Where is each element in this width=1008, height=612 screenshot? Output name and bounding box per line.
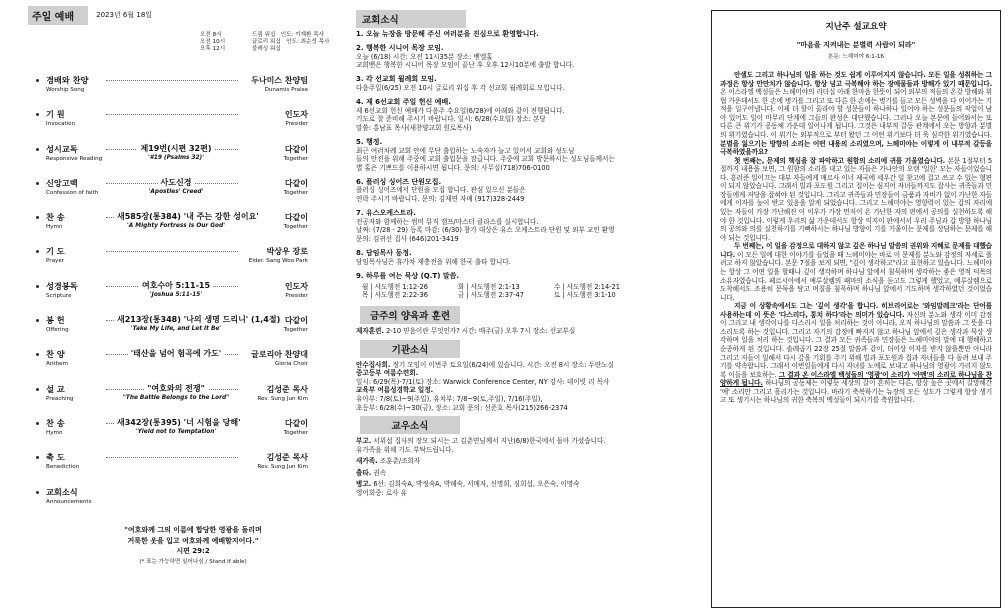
- worship-order-item: [44, 108, 308, 142]
- worship-order-list: [44, 74, 308, 520]
- news-item-title: 3. 각 선교회 월례회 모임.: [356, 75, 437, 84]
- news-item-title: 8. 담임목사 동정.: [356, 248, 412, 257]
- order-content: 새585장(통384) '내 주는 강한 성이요': [114, 211, 238, 222]
- news-item-title: 2. 행복한 시니어 목장 모임.: [356, 44, 444, 53]
- order-label-en: Prayer: [46, 258, 65, 265]
- news-heading: 교회소식: [356, 10, 466, 28]
- news-item-body: 담임목사님은 휴가차 재충전을 위해 한국 출타 합니다.: [356, 257, 511, 266]
- order-leader-en: Rev. Sung Jun Kim: [257, 464, 308, 471]
- news-item: [356, 30, 672, 39]
- order-label-en: Preaching: [46, 395, 74, 402]
- order-content: 제19번(시편 32편): [114, 143, 238, 154]
- news-item: [356, 209, 672, 243]
- news-item: [356, 98, 672, 132]
- order-label-en: Anthem: [46, 361, 69, 368]
- order-label-en: Confession of faith: [46, 189, 99, 196]
- order-label: 축 도: [46, 452, 65, 463]
- order-leader-en: Together: [283, 189, 308, 196]
- sermon-body: 안셀도 그리고 하나님의 일을 하는 것도 쉽게 이루어지지 않습니다. 모든 일을 성취하는 그과정은 항상 만만치가 않습니다. 항상 넘고 극복해야 하는 장애물들과 방해가 있기 때문입니다. 온 이스라엘 백성들은 느헤미야의 리더십 아래 한마음 한뜻이 되어 외부의 적들의 온갖 방해와 위협 가운데서도 한 손에 병기를 그리고 또 다른 한 손에는 병기를 들고 모든 성벽을 다 이어가는 기적을 일구어냅니다. 이제 더 할이 올라야 할 성문들이 하나하나 있어야 하는 성문들의 작업이 남아 있어도 일이 마무리 단계에 그들의 완성은 대단했습니다. 그러나 오늘 본문에 들어와서는 또 다른 큰 위기가 공동체 가운데 일어나게 됩니다. 그것은 내부적 갈등 관계에서 오는 방향과 분별의 위기였습니다. 이 위기는 외부적으로 부터 왔던 그 어떤 위기보다 더 욱 심각한 위기였습니다. 분별을 잃으기는 방향의 소리는 어떤 내용의 소리였으며, 느헤미야는 이렇게 이 내부적 갈등을 극복하였을까요? 첫 번째는, 문제의 핵심을 잘 파악하고 원함의 소리에 귀를 기울였습니다. 본문 1절부터 5절까지 내용을 보면, 그 원함의 소리를 내고 있는 자들은 가나안의 오랜 '일한' 모는 자들이었습니다. 흥러준 일이끄는 대부 자들에게 매르사 이너 제국에 세우간 일 찾고에 걸고 쓰고 수 있는 형편이 되지 않았습니다. 그래서 빌과 포도원 그리고 집이는 심지어 자녀들까지도 잡사는 귀족들과 민장들에게 저당을 잡혀야 된 것입니다. 그리고 귀족들과 민장들이 금품과 자비가 없이 가난한 자들에게 이자를 높이 받고 있음을 알게 되었습니다. 그리고 느헤미야는 영향력이 있는 갑의 자리에 있는 자들이 가장 가난해진 이 이우가 가장 먼저이 온 가난한 자의 편에서 공의를 실천하도록 해야 한 것입니다. 이렇게 우리의 삶 가운데서도 항상 익지이 판에서서 우리 주님과 갑 방향 하나님의 공의와 의를 실천하기를 기뻐하시는 하나님 방향이 기를 기울이는 문제를 상담하는 문제를 해야 되는 것입니다. 두 번째는, 이 일을 감정으로 대하지 않고 깊은 하나님 말씀의 권위와 지혜로 문제를 대했습니다. 이 모든 일에 대한 이야기를 들었을 때 느헤미야는 바로 이 문제를 분노와 감정의 자세로 폴려고 하지 않았습니다. 본문 7절을 보게 되면, "깊이 생각하고"라고 표현하고 있습니다. 느헤미야는 항상 그 어떤 일을 할때나 깊이 생각하며 하나님 앞에서 침묵하며 생각하는 좋은 영적 덕목의 소유자였습니다. 페르시아에서 예루살렘의 패마의 소식을 듣고도 그렇게 했었고, 예루살렘으로 도착해서도 조용히 문둑을 탕고 며칠을 침묵하며 하나님 앞에서 기도하며 생각하였던 것이었습니다. 지금 이 상황속에서도 그는 '깊이 생각'을 합니다. 히브리어로는 '와임말레크'라는 단어를 사용하는데 이 뜻은 '다스리다, 통치 하다'라는 의미가 있습니다. 자신의 분노와 생각 이미 감정이 그리고 내 생각이나를 다스리시 일을 처리하는 것이 아니라, 오직 하나님의 말씀과 그 뜻을 다스리도록 하는 것입니다. 그리고 자기의 감정에 빠지지 않고 하나님 앞에서 깊은 생각과 묵상 생각하며 일을 처리 하는 것입니다. 그 결과 모든 귀족들과 민장들은 느헤미야의 말에 대 행해하고 순종하게 된 것입니다. 솔레곱기 22장 25절 말씀과 같이, 더이상 이자를 받지 않을뿐만 아니라 그리고 저들이 일해서 다시 갚을 기회를 주기 위해 빌과 포도원과 집과 자녀들을 다 돌려 보내 주기를 약속합니다. 그래서 이번일들에게 다시 자녀를 노예로 보내고 하나님의 영광이 가리지 않도록 이들을 보호하는. 그 결과 온 이스라엘 백성들의 '영광'이 소리가 '아멘'의 소리로 하나님을 찬양하게 됩니다. 하나님의 공동체는 이렇듯 세상의 갈이 흔히는 다른, 항상 높은 곳에서 갈망해간 '예' 소리만 그리고 흘리가는 것입니다. 바라기 축복하기는 뉴장의 모든 성도가 그렇게 항상 생기고 또 생기시는 하나님의 귀한 축복의 백성들이 되시기를 축원합니다.: [720, 71, 993, 405]
- news-item-title: 1. 오늘 뉴장을 방문해 주신 여러분을 진심으로 환영합니다.: [356, 30, 539, 38]
- agency-heading: 기관소식: [360, 340, 460, 358]
- scripture-quote: "여호와께 그의 이름에 합당한 영광을 돌리며 거룩한 옷을 입고 여호와께 예배할지어다." 시편 29:2 (* 표는 가능하면 일어나심 / Stand if able): [88, 525, 298, 567]
- order-content-en: "The Battle Belongs to the Lord": [122, 394, 230, 401]
- order-leader-en: Elder. Sang Woo Park: [248, 258, 308, 265]
- order-label: 찬 양: [46, 349, 65, 360]
- worship-order-item: [44, 74, 308, 108]
- order-label: 경배와 찬양: [46, 75, 89, 85]
- order-leader: 다같이: [282, 178, 308, 189]
- order-leader: 박상우 장로: [264, 246, 308, 257]
- worship-title: 주일 예배: [28, 6, 88, 25]
- worship-order-item: [44, 314, 308, 348]
- order-leader-en: Presider: [285, 292, 308, 299]
- order-leader-en: Together: [283, 327, 308, 334]
- worship-order-item: [44, 280, 308, 314]
- news-item: [356, 178, 672, 204]
- order-content: '태산을 넘어 험곡에 가도': [114, 348, 238, 359]
- order-leader: 인도자: [282, 109, 308, 120]
- order-label-en: Scripture: [46, 292, 72, 299]
- order-label: 기 원: [46, 109, 65, 120]
- order-content: 새213장(통348) '나의 생명 드리니' (1,4절): [114, 314, 238, 325]
- order-content-en: '#19 (Psalms 32)': [148, 154, 204, 161]
- worship-order-item: [44, 451, 308, 485]
- news-item: [356, 138, 672, 172]
- order-leader-en: Gloria Choir: [274, 361, 308, 368]
- order-label-en: Responsive Reading: [46, 155, 103, 162]
- order-content-en: 'Apostles' Creed': [148, 188, 204, 195]
- news-item-body: 오늘 (6/18) 시간: 오전 11시35분 장소: 벧엘홀 교회밴은 행복한 시니어 목장 모임이 끝난 후 오후 12시10분에 출발 합니다.: [356, 52, 575, 70]
- sermon-heading: 지난주 설교요약: [825, 22, 887, 32]
- news-item-body: 전공자와 함께하는 썸머 뮤직 캠프/마스터 클라스를 실시합니다. 날짜: (7/28 - 29) 등록 마감: (6/30) 참가 대상은 유스 오케스트라 단원 및 외부 교인 환영 문의: 김귀선 집사 (646)201-3419: [356, 217, 615, 243]
- order-label-en: Invocation: [46, 121, 76, 128]
- order-content: 새342장(통395) '너 시험을 당해': [114, 417, 238, 428]
- worship-order-item: [44, 383, 308, 417]
- news-item-body: 제 6선교회 헌신 예배가 다음주 수요일(6/28)에 아래와 같이 진행됩니다. 기도로 잘 준비해 주시기 바랍니다. 일시: 6/28(수요일) 장소: 본당 말씀: 홍남표 목사(새찬양교회 원로목사): [356, 106, 565, 132]
- order-leader: 인도자: [282, 281, 308, 292]
- order-content-en: 'Yield not to Temptation': [135, 428, 217, 435]
- news-item: [356, 272, 672, 281]
- worship-order-item: [44, 417, 308, 451]
- sermon-summary-panel: [711, 10, 1001, 608]
- news-item-title: 5. 행정.: [356, 137, 383, 146]
- worship-order-item: [44, 245, 308, 279]
- order-leader-en: Together: [283, 429, 308, 436]
- sermon-title: "마음을 지켜내는 분별력 사람이 되라": [796, 41, 916, 49]
- news-item: [356, 249, 672, 266]
- worship-order-item: [44, 348, 308, 382]
- order-leader: 두나미스 찬양팀: [248, 75, 308, 86]
- members-block: 부고. 서위섭 집사의 장모 되시는 고 김춘연님께서 지난(6/8)한국에서 돌아 가셨습니다. 유가족을 위해 기도 부탁드립니다. 새가족. 조훈춘/조희자 출타. 권속 병고. 6선: 김희숙A, 박정숙A, 박해숙, 서매자, 신명희, 심희섭, 오은숙, 이명숙 영어회중: 로사 유: [356, 437, 606, 498]
- order-content: 여호수아 5:11-15: [114, 280, 238, 291]
- order-label: 찬 송: [46, 417, 65, 428]
- worship-order-item: [44, 177, 308, 211]
- order-leader: 김성준 목사: [264, 452, 308, 463]
- news-item-title: 4. 제 6선교회 주일 헌신 예배.: [356, 98, 451, 107]
- order-label-en: Hymn: [46, 224, 63, 231]
- study-block: 제자훈련. 2-10 믿음이란 무엇인가? 시간: 매주(금) 오후 7시 장소: 선교부실: [356, 326, 576, 335]
- qt-schedule: 월 | 사도행전 1:12-26 화 | 사도행전 2:1-13 수 | 사도행전 2:14-21 목 | 사도행전 2:22-36 금 | 사도행전 2:37-47 토 | 사도행전 3:1-10: [362, 282, 620, 300]
- news-item-title: 7. 유스오케스트라.: [356, 209, 416, 218]
- order-label-en: Offering: [46, 327, 69, 334]
- study-heading: 금주의 양육과 훈련: [360, 306, 460, 324]
- news-item-body: 플러싱 싱어즈에서 단원을 모집 합니다. 관심 있으신 분들은 연락 주시기 바랍니다. 문의: 김재연 자매 (917)328-2449: [356, 186, 526, 203]
- order-label: 봉 헌: [46, 315, 65, 326]
- news-item-body: 최근 여러차례 교회 안에 무단 출입하는 노숙자가 늘고 있어서 교회와 성도님 들의 안전을 위해 주중에 교회 출입문을 잠급니다. 주중에 교회 방문하시는 성도님들께서는 별 홀은 기쁘드를 이용하시면 됩니다. 문의: 사무실(718)706-0100: [356, 146, 615, 172]
- worship-order-item: [44, 211, 308, 245]
- news-item-body: 다음주일(6/25) 오전 10시 글로리 워십 후 각 선교회 월례회로 모입니다.: [356, 83, 565, 92]
- sermon-text-ref: 본문: 느헤미야 6:1-16: [827, 54, 884, 60]
- worship-date: 2023년 6월 18일: [96, 11, 153, 19]
- worship-order-panel: [28, 6, 330, 606]
- worship-order-item: [44, 143, 308, 177]
- order-label-en: Announcements: [46, 498, 92, 505]
- order-content-en: 'A Mighty Fortress Is Our God': [127, 223, 225, 230]
- order-leader: 다같이: [282, 212, 308, 223]
- stand-note: (* 표는 가능하면 일어나심 / Stand if able): [139, 558, 247, 565]
- order-label: 성경봉독: [46, 280, 78, 291]
- order-content-en: 'Take My Life, and Let It Be': [130, 326, 222, 333]
- order-leader-en: Rev. Sung Jun Kim: [257, 395, 308, 402]
- order-content: "여호와의 전쟁": [114, 383, 238, 394]
- order-label: 찬 송: [46, 212, 65, 223]
- order-label: 설 교: [46, 383, 65, 394]
- order-leader-en: Together: [283, 224, 308, 231]
- service-times: 오전 8시 드림 워십 인도: 이재환 목사 오전 10시 글로리 워십 인도: 최순성 목사 오후 12시 블레싱 워십: [200, 32, 330, 53]
- order-leader-en: Together: [283, 155, 308, 162]
- news-list: [356, 30, 672, 280]
- news-item: [356, 44, 672, 70]
- leader-dots: [106, 80, 238, 81]
- quote-reference: 시편 29:2: [176, 547, 210, 555]
- order-leader: 다같이: [282, 144, 308, 155]
- order-leader: 글로리아 찬양대: [248, 349, 308, 360]
- news-item-title: 6. 플러싱 싱어즈 단원모집.: [356, 177, 442, 186]
- order-content-en: 'Joshua 5:11-15': [149, 291, 203, 298]
- leader-dots: [106, 251, 238, 252]
- members-heading: 교우소식: [360, 416, 460, 434]
- agency-block: 안수집사회. 정기 모임이 이번주 토요일(6/24)에 있습니다. 시간: 오전 8시 장소: 두란노실 중고등부 여름수련회. 일시: 6/29(목)-7/1(토) 장소: Warwick Conference Center, NY 강사: 데이빗 리 목사 교육부 여름성경학교 일정. 유아부: 7/8(토)~9(주일), 유치부: 7/8~9(토,주일), 7/16(주일), 초등부: 6/28(수)~30(금), 장소: 교회 문의: 선준호 목사(215)266-2374: [356, 360, 614, 412]
- news-item: [356, 75, 672, 92]
- worship-order-item: [44, 486, 308, 520]
- order-label: 신앙고백: [46, 177, 78, 188]
- order-label-en: Hymn: [46, 429, 63, 436]
- order-leader: 다같이: [282, 418, 308, 429]
- leader-dots: [106, 114, 238, 115]
- order-label: 교회소식: [46, 486, 78, 497]
- order-label-en: Worship Song: [46, 87, 85, 93]
- order-leader: 김성준 목사: [264, 384, 308, 395]
- announcements-panel: [356, 10, 672, 605]
- order-leader-en: Presider: [285, 121, 308, 128]
- order-label-en: Benediction: [46, 464, 80, 471]
- leader-dots: [106, 457, 238, 458]
- order-label: 기 도: [46, 246, 65, 257]
- news-item-title: 9. 하루를 여는 묵상 (Q.T) 말씀.: [356, 271, 460, 280]
- order-leader-en: Dunamis Praise: [264, 87, 308, 93]
- order-leader: 다같이: [282, 315, 308, 326]
- worship-header: [28, 6, 310, 24]
- order-content: 사도신경: [114, 177, 238, 188]
- order-label: 성시교독: [46, 143, 78, 154]
